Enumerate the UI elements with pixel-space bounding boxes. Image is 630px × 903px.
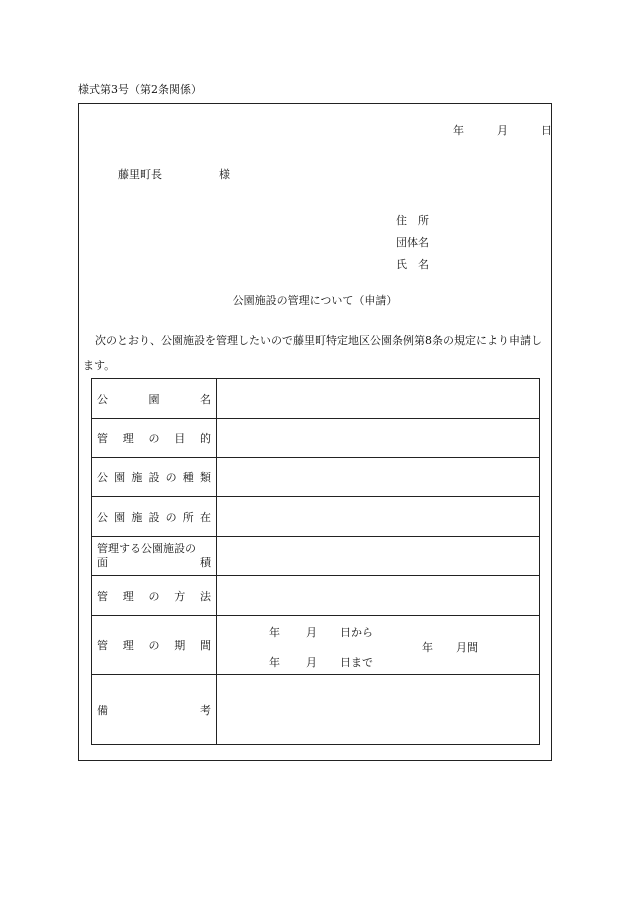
table-row [92,497,539,537]
addressee [118,166,230,182]
row-label-cell [92,537,217,575]
table-row [92,675,539,744]
application-table [91,378,540,745]
address-label: 住 所 [396,214,429,227]
row-label: 公 園 名 [97,392,211,406]
management-period-field[interactable] [217,616,539,674]
facility-type-field[interactable] [217,458,539,496]
row-label: 公 園 施 設 の 所 在 [97,510,211,524]
row-label-cell [92,497,217,536]
row-label: 管 理 の 方 法 [97,589,211,603]
facility-area-field[interactable] [217,537,539,575]
table-row [92,537,539,576]
table-row [92,379,539,419]
period-from-day: 日から [340,626,373,639]
body-text: 次のとおり、公園施設を管理したいので藤里町特定地区公園条例第8条の規定により申請します。 [83,334,542,372]
document-title: 公園施設の管理について（申請） [232,294,398,307]
row-label-cell [92,576,217,615]
date-day: 日 [541,124,552,137]
management-purpose-field[interactable] [217,419,539,457]
row-label: 管理する公園施設の 面 積 [97,542,211,569]
table-row [92,576,539,616]
period-from-month: 月 [306,626,317,639]
form-number: 様式第3号（第2条関係） [78,83,202,96]
row-label-cell [92,458,217,496]
period-duration-month: 月間 [456,641,478,654]
table-row [92,616,539,675]
park-name-field[interactable] [217,379,539,418]
period-to-day: 日まで [340,656,373,669]
addressee-honorific: 様 [219,168,230,181]
row-label-cell [92,379,217,418]
table-row [92,419,539,458]
date-month: 月 [497,124,508,137]
row-label: 管 理 の 目 的 [97,432,211,445]
row-label-cell [92,616,217,674]
date-year: 年 [453,124,464,137]
period-from-year: 年 [269,626,280,639]
row-label-cell [92,419,217,457]
row-label: 備 考 [97,703,211,717]
name-label: 氏 名 [396,258,429,271]
group-name-label: 団体名 [396,236,429,249]
row-label-cell [92,675,217,744]
facility-location-field[interactable] [217,497,539,536]
row-label: 公 園 施 設 の 種 類 [97,471,211,484]
table-row [92,458,539,497]
period-duration-year: 年 [422,641,433,654]
period-to-month: 月 [306,656,317,669]
row-label: 管 理 の 期 間 [97,639,211,652]
addressee-name: 藤里町長 [118,168,162,181]
date-line [453,122,552,138]
management-method-field[interactable] [217,576,539,615]
period-to-year: 年 [269,656,280,669]
remarks-field[interactable] [217,675,539,744]
